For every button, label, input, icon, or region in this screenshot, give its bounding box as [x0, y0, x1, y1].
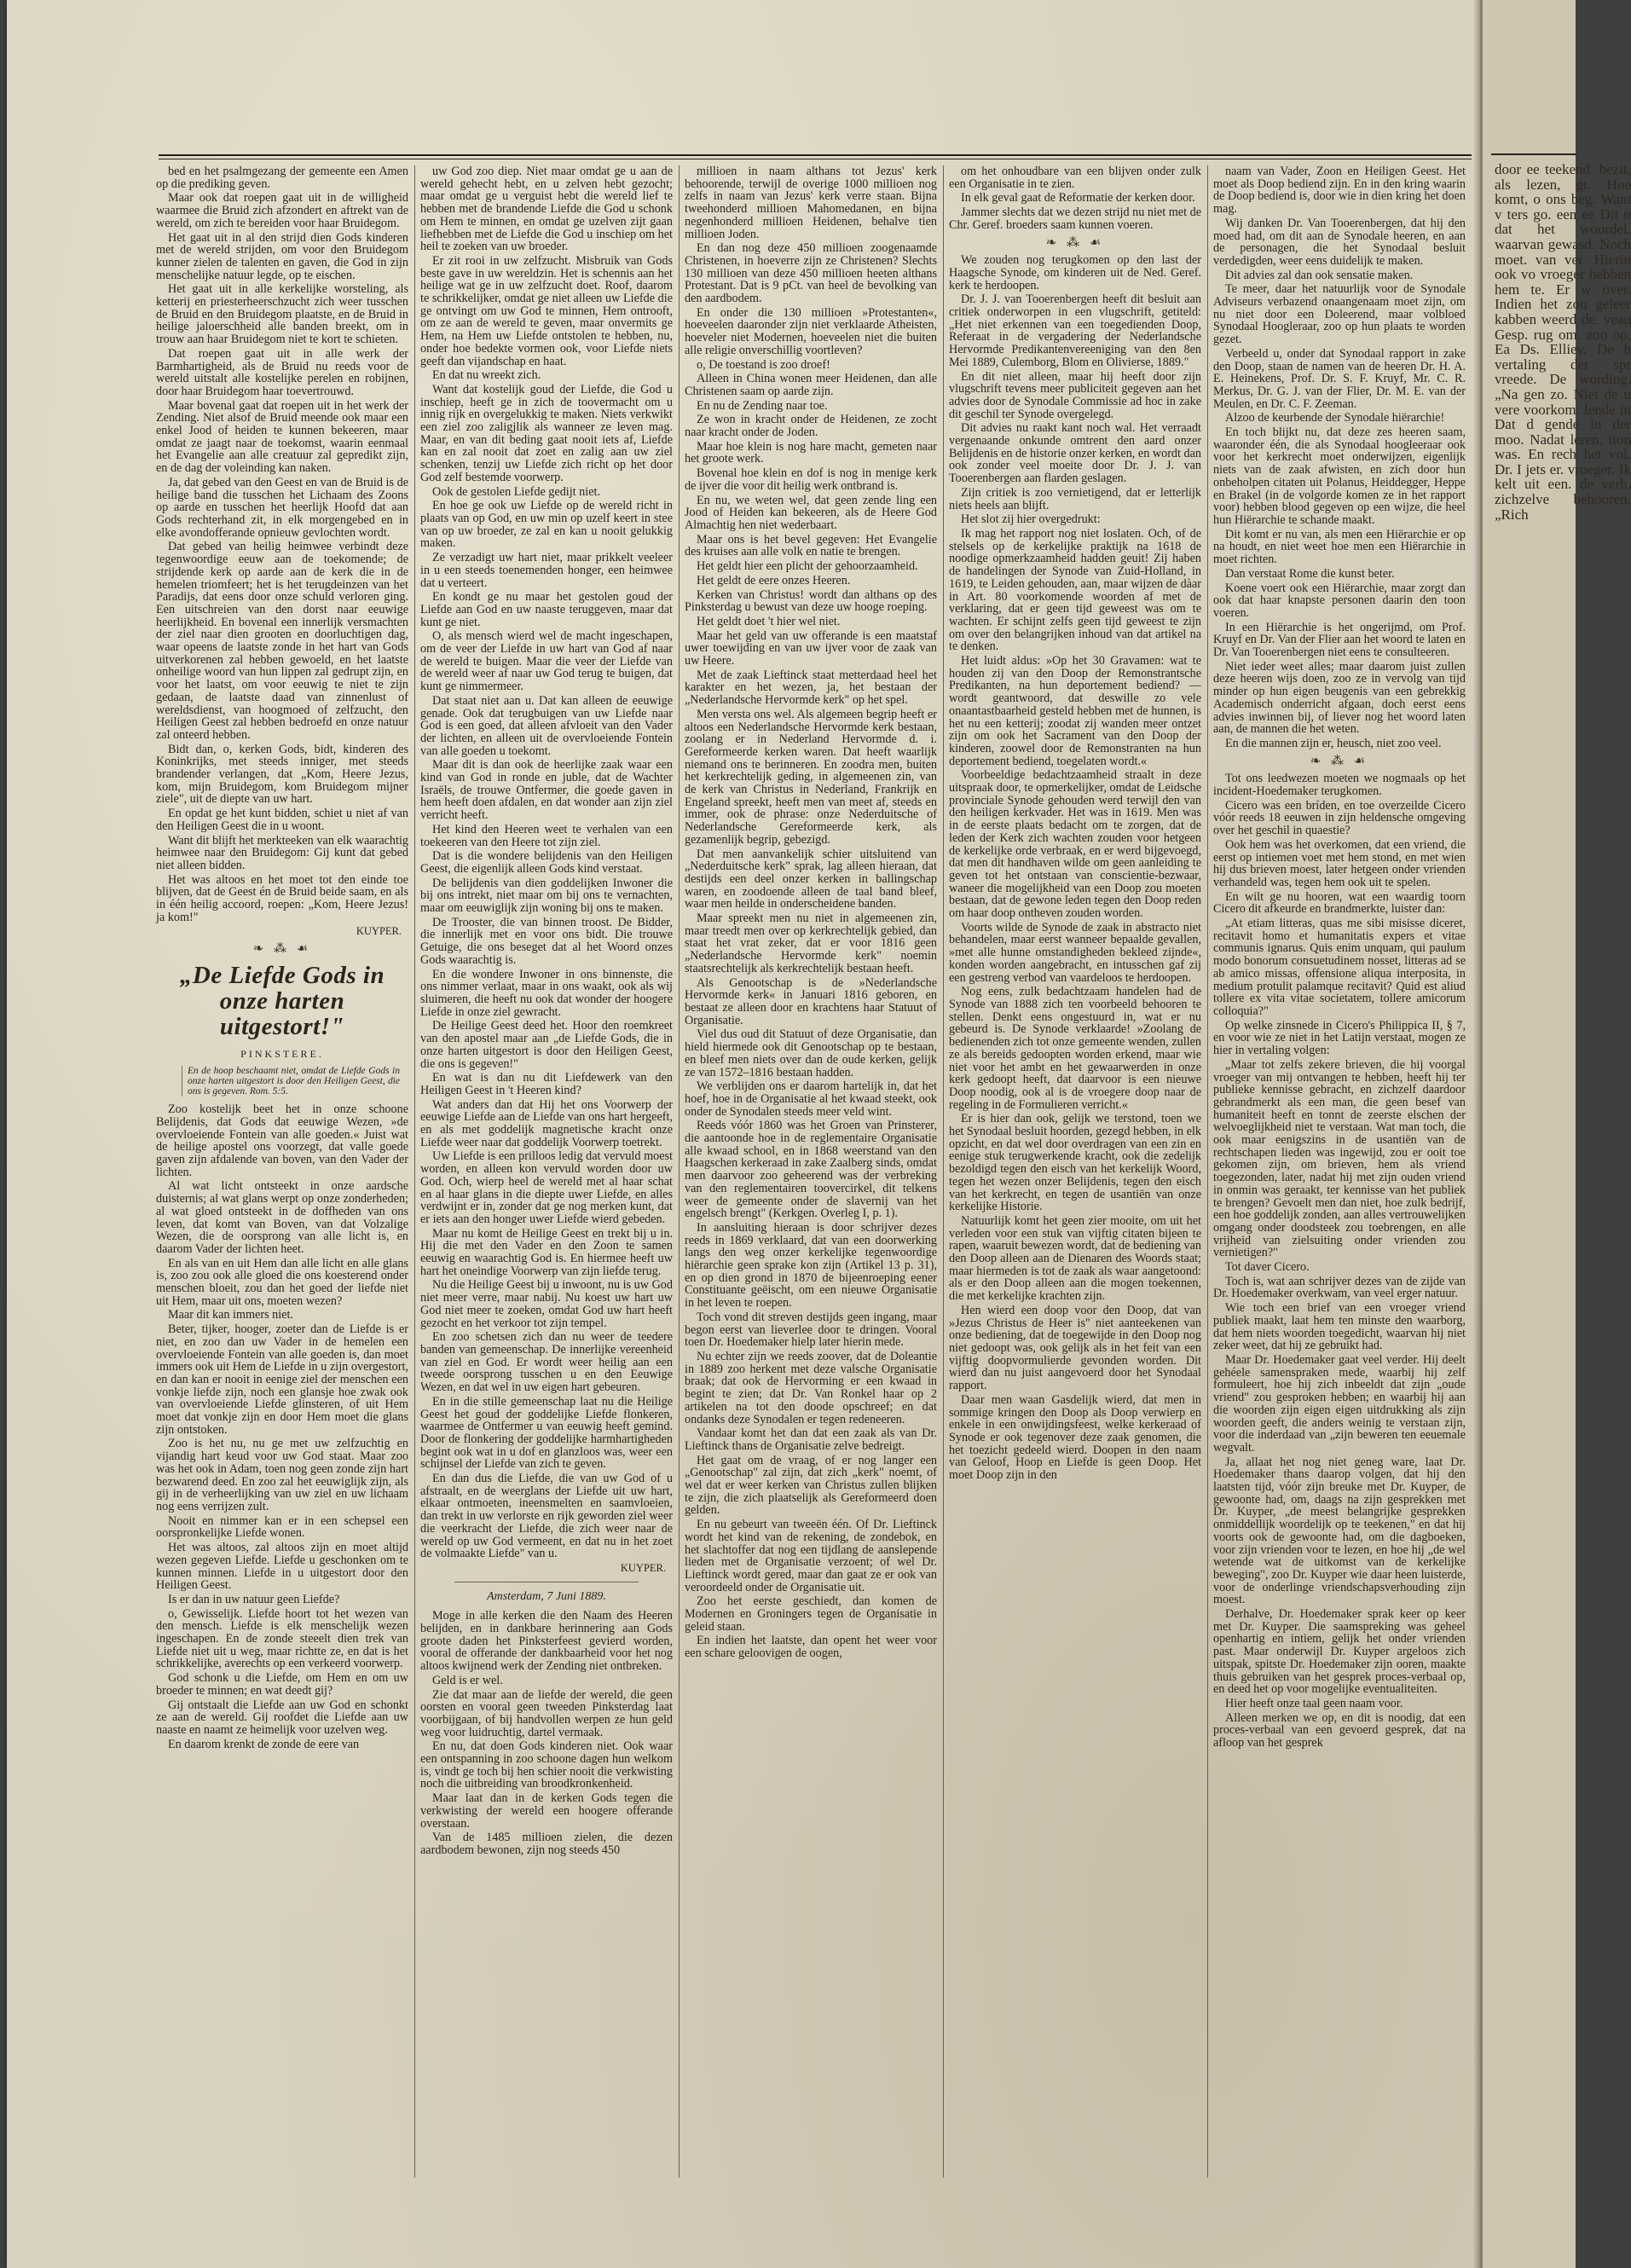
col5-text [1213, 165, 1466, 750]
paragraph: Maar bovenal gaat dat roepen uit in het werk der Zending. Niet alsof de Bruid meende ook maar een enkel Jood of heiden te kunnen bekeeren, maar omdat ze jaagt naar de toekomst, waarin eenmaal het Evangelie aan alle creatuur zal gepredikt zijn, en de dag der voleinding kan naken. [156, 398, 408, 476]
paragraph: Het gaat uit in alle kerkelijke worsteling, als ketterij en priesterheerschzucht zich weer tusschen de Bruid en den Bruidegom plaatste, en de Bruid in heilige jaloerschheid alle banden breekt, om in trouw aan haar Bruidegom niet te kort te schieten. [156, 282, 408, 347]
paragraph: Te meer, daar het natuurlijk voor de Synodale Adviseurs verbazend onaangenaam moet zijn, om nu niet door een Doleerend, maar volbloed Synodaal Hoogleraar, zoo op hun plaats te worden gezet. [1213, 282, 1466, 347]
paragraph: o, Gewisselijk. Liefde hoort tot het wezen van den mensch. Liefde is elk menschelijk wezen ingeschapen. En de zonde steeelt dien trek van Liefde niet uit u weg, maar richtte ze, en dat is het schrikkelijke, averechts op een verkeerd voorwerp. [156, 1606, 408, 1671]
column-3 [685, 165, 937, 2212]
paragraph: Zoo kostelijk beet het in onze schoone Belijdenis, dat Gods dat eeuwige Wezen, »de overvloeiende Fontein van alle goeden.« Juist wat de heilige apostel ons voorzegt, dat valle goede gaven zijn afdalende van boven, van den Vader der lichten. [156, 1102, 408, 1179]
col5b-text [1213, 772, 1466, 1749]
paragraph: Derhalve, Dr. Hoedemaker sprak keer op keer met Dr. Kuyper. Die saamspreking was geheel openhartig en intiem, gelijk het onder vrienden past. Maar onderwijl Dr. Kuyper argeloos zich uitspak, spitste Dr. Hoedemaker zijn ooren, maakte thuis gebruiken van het gesprek proces-verbaal op, en deed het op voor mogelijke eventualiteiten. [1213, 1607, 1466, 1697]
paragraph: Uw Liefde is een prilloos ledig dat vervuld moest worden, en alleen kon vervuld worden door uw God. Och, wierp heel de wereld met al haar schat en al haar glans in die diepte uwer Liefde, en alles verdwijnt er in, zonder dat ge nog merken kunt, dat er iets aan den honger uwer Liefde wierd gebeden. [420, 1149, 673, 1226]
paragraph: De belijdenis van dien goddelijken Inwoner die bij ons intrekt, niet maar om bij ons te vernachten, maar om eeuwiglijk zijn woning bij ons te maken. [420, 876, 673, 916]
paragraph: Zoo het eerste geschiedt, dan komen de Modernen en Groningers tegen de Organisatie in geleid staan. [685, 1594, 937, 1634]
paragraph: Maar het geld van uw offerande is een maatstaf uwer toewijding en van uw ijver voor de zaak van uw Heere. [685, 628, 937, 668]
paragraph: Als Genootschap is de »Nederlandsche Hervormde kerk« in Januari 1816 geboren, en bestaat ze alleen door en krachtens haar Statuut of Organisatie. [685, 975, 937, 1027]
column-4 [949, 165, 1201, 2212]
paragraph: Ik mag het rapport nog niet loslaten. Och, of de stelsels op de kerkelijke praktijk na 1618 de noodige opmerkzaamheid hadden geuit! Zij haben de handelingen der Synode van Zuid-Holland, in 1619, te Leiden gehouden, aan, maar wijzen de dàar in Art. 80 voorkomende woorden af met de verklaring, dat er geen tijd geweest was om te wachten. Er schijnt zelfs geen tijd geweest te zijn om over den belangrijken inhoud van dat artikel na te denken. [949, 526, 1201, 654]
paragraph: Zijn critiek is zoo vernietigend, dat er letterlijk niets heels aan blijft. [949, 485, 1201, 512]
column-rule [1207, 165, 1208, 2178]
paragraph: Dr. J. J. van Tooerenbergen heeft dit besluit aan critiek onderworpen in een vlugschrift, getiteld: „Het niet erkennen van een toegedienden Doop, Referaat in de vergadering der Nederlandsche Hervormde Predikantenvereeniging van den 8en Mei 1889, Culemborg, Blom en Olivierse, 1889." [949, 292, 1201, 369]
paragraph: Gij ontstaalt die Liefde aan uw God en schonkt ze aan de wereld. Gij roofdet die Liefde aan uw naaste en naamt ze heimelijk voor uzelven weg. [156, 1698, 408, 1737]
paragraph: Ja, dat gebed van den Geest en van de Bruid is de heilige band die tusschen het Lichaam des Zoons op aarde en tusschen het heerlijk Hoofd dat aan Gods rechterhand zit, in elk morgengebed en in elke avondofferande opnieuw gevlochten wordt. [156, 475, 408, 540]
paragraph: Het was altoos en het moet tot den einde toe blijven, dat de Geest én de Bruid beide saam, en als in één heilig accoord, roepen: „Kom, Heere Jezus! ja kom!" [156, 872, 408, 924]
paragraph: O, als mensch wierd wel de macht ingeschapen, om de veer der Liefde in uw hart van God af naar de wereld te buigen. Maar die veer der Liefde van de wereld weer af naar uw God terug te buigen, dat kunt ge nimmermeer. [420, 629, 673, 694]
newspaper-page [7, 0, 1489, 2268]
article-heading: „De Liefde Gods in onze harten uitgestort!" [179, 961, 385, 1040]
paragraph: En dan nog deze 450 millioen zoogenaamde Christenen, in hoeverre zijn ze Christenen? Slechts 130 millioen van deze 450 millioen heeten althans Protestant. Dat is 9 pCt. van heel de bevolking van den aardbodem. [685, 241, 937, 306]
paragraph: Jammer slechts dat we dezen strijd nu niet met de Chr. Geref. broeders saam kunnen voeren. [949, 205, 1201, 232]
paragraph: Maar Dr. Hoedemaker gaat veel verder. Hij deelt gehéele samenspraken mede, waarbij hij zelf formuleert, hoe hij zich inbeeldt dat zijn „oude vriend" zou gesproken hebben; en waarbij hij aan die woorden zijn eigen eigen uitdrukking als zijn woorden geeft, die anders weinig te verstaan zijn, voor die inderdaad van „zijn beweren ten eeuemale wegvalt. [1213, 1352, 1466, 1455]
paragraph: In een Hiërarchie is het ongerijmd, om Prof. Kruyf en Dr. Van der Flier aan het woord te laten en Dr. Van Tooerenbergen niet eens te consulteeren. [1213, 620, 1466, 660]
paragraph: Cicero was een bríden, en toe overzeilde Cicero vóór reeds 18 eeuwen in zijn heldensche omgeving over het geschil in quaestie? [1213, 798, 1466, 838]
dateline: Amsterdam, 7 Juni 1889. [487, 1589, 606, 1603]
paragraph: Bovenal hoe klein en dof is nog in menige kerk de ijver die voor dit heilig werk ontbrand is. [685, 466, 937, 493]
paragraph: Het geldt hier een plicht der gehoorzaamheid. [697, 559, 918, 574]
paragraph: En toch blijkt nu, dat deze zes heeren saam, waaronder één, die als Synodaal hoogleeraar ook voor het kerkrecht moet onderwijzen, eigenlijk niets van de zaak afwisten, en zich door hun onbeholpen citaten uit Polanus, Heiddegger, Heppe en Brakel (in de volgorde komen ze in het rapport voor) hebben blood gegeven op een wijze, die heel hun Hiërarchie te schande maakt. [1213, 425, 1466, 527]
paragraph: Voorbeeldige bedachtzaamheid straalt in deze uitspraak door, te opmerkelijker, omdat de Leidsche provinciale Synode gehouden werd terwijl den van den heiligen kerkvader. Het was in 1619. Men was in de eerste plaats bedacht om te zorgen, dat de leden der Kerk zich wachten zouden voor hetgeen de kerkelijke orde verbraak, en er werd bijgevoegd, dat men dit handhaven wilde om geen aanleiding te geven tot het ontstaan van conscientie-bezwaar, waneer die mogelijkheid van een Doop zou moeten bestaan, dat de gewone leden tegen den Doop reden om haar doop ontheven zouden worden. [949, 768, 1201, 921]
paragraph: Natuurlijk komt het geen zier mooite, om uit het verleden voor een stuk van vijftig citaten bijeen te rapen, waaruit bewezen wordt, dat de bediening van den Doop alleen aan de Dienaren des Woords staat; maar hiermeden is tot de zaak als waar aangetoond: als er den Doop alleen aan die mogen toekennen, die met kerkelijke krachten zijn. [949, 1213, 1201, 1304]
paragraph: Nu echter zijn we reeds zoover, dat de Doleantie in 1889 zoo herkent met deze valsche Organisatie braak; dat ook de Hervorming er een kwaad in begint te zien; dat Dr. Van Ronkel haar op 2 artikelen na tot den doode opschreef; en dat ondanks deze Synodalen er tegen redeneeren. [685, 1349, 937, 1426]
paragraph: We zouden nog terugkomen op den last der Haagsche Synode, om kinderen uit de Ned. Geref. kerk te herdoopen. [949, 253, 1201, 292]
column-1 [156, 165, 408, 2212]
paragraph: Men versta ons wel. Als algemeen begrip heeft er altoos een Nederlandsche Hervormde kerk bestaan, zoolang er in Nederland Hervormde d. i. Gereformeerde kerken waren. Dat heeft waarlijk niemand ons te berinneren. En zoodra men, buiten het kerkrechtelijk geding, in algemeenen zin, van de kerk van Christus in Nederland, Frankrijk en Engeland spreekt, heeft men van meet af, steeds en immer, ook de phrase: onze Nederduitsche of Nederlandsche Gereformeerde kerk, als gezamenlijk begrip, gebezigd. [685, 707, 937, 847]
paragraph: Wie toch een brief van een vroeger vriend publiek maakt, laat hem ten minste den waarborg, dat hem niets woorden toegedicht, waarvan hij niet zeker weet, dat hij ze gebruikt had. [1213, 1301, 1466, 1353]
paragraph: Geld is er wel. [432, 1673, 503, 1687]
paragraph: Maar hoe klein is nog hare macht, gemeten naar het groote werk. [685, 439, 937, 466]
paragraph: En hoe ge ook uw Liefde op de wereld richt in plaats van op God, en uw min op uzelf keert in stee van op uw broeder, ze zal en kan u nooit gelukkig maken. [420, 499, 673, 551]
paragraph: Maar dit is dan ook de heerlijke zaak waar een kind van God in ronde en juble, dat de Wachter Israëls, de trouwe Ontfermer, die goede gaven in hem heeft doen afdalen, en dat wonder aan zijn ziel verricht heeft. [420, 758, 673, 823]
paragraph: God schonk u die Liefde, om Hem en om uw broeder te minnen; en wat deedt gij? [156, 1671, 408, 1698]
signature-kuyper-2: KUYPER. [620, 1561, 666, 1574]
paragraph: In aansluiting hieraan is door schrijver dezes reeds in 1869 verklaard, dat van een doorwerking langs den weg onzer kerkelijke tegenwoordige hiërarchie geen sprake kon zijn (Artikel 13 p. 31), en op dien grond in 1870 de bijeenroeping eener Constituante geëischt, om een nieuwe Organisatie in het leven te roepen. [685, 1220, 937, 1310]
ornament-divider: ❧ ⁂ ☙ [1310, 754, 1369, 768]
paragraph: En dit niet alleen, maar hij heeft door zijn vlugschrift tevens meer publiciteit gegeven aan het advies door de Synodale Commissie ad hoc in zake dit geschil ter Synode overgelegd. [949, 369, 1201, 421]
paragraph: Reeds vóór 1860 was het Groen van Prinsterer, die aantoonde hoe in de reglementaire Organisatie alle kwaad school, en in 1868 weerstand van den Haagschen kerkeraad in zake Zaalberg sinds, omdat men daarvoor zoo geheerend was der verbreking van den reglementairen toovercirkel, dit telkens weer de gemeente onder de slavernij van het engelsch brengt" (Kerkgen. Overleg I, p. 1). [685, 1119, 937, 1221]
column-rule [414, 165, 415, 2178]
paragraph: millioen in naam althans tot Jezus' kerk behoorende, terwijl de overige 1000 millioen nog zelfs in naam van Jezus' kerk verre staan. Bijna tweehonderd millioen Mahomedanen, en bijna negenhonderd millioen Heidenen, behalve tien millioen Joden. [685, 165, 937, 241]
paragraph: Het gaat uit in al den strijd dien Gods kinderen met de wereld strijden, om voor den Bruidegom kunner zielen de talenten en gaven, die God in zijn menschelijke natuur legde, op te eischen. [156, 230, 408, 282]
paragraph: De Heilige Geest deed het. Hoor den roemkreet van den apostel maar aan „de Liefde Gods, die in onze harten uitgestort is door den Heiligen Geest, die ons is gegeven!" [420, 1019, 673, 1071]
paragraph: En nu gebeurt van tweeën één. Of Dr. Lieftinck wordt het kind van de rekening, de zondebok, en het slachtoffer dat nog een tijdlang de aanslepende lieden met de Organisatie verzoent; of wel Dr. Lieftinck wordt gered, maar dan gaat ze er ook van veroordeeld onder de Organisatie uit. [685, 1518, 937, 1594]
paragraph: Zoo is het nu, nu ge met uw zelfzuchtig en vijandig hart keud voor uw God staat. Maar zoo was het ook in Adam, toen nog geen zonde zijn hart bezwarend deed. En zoo zal het eeuwiglijk zijn, als gij in de verheerlijking van uw ziel en uw lichaam nog eens verrijzen zult. [156, 1437, 408, 1513]
paragraph: En nu de Zending naar toe. [697, 398, 828, 413]
adjacent-page-edge [1480, 0, 1631, 2268]
paragraph: En dat nu wreekt zich. [432, 368, 541, 383]
paragraph: Het was altoos, zal altoos zijn en moet altijd wezen gegeven Liefde. Liefde u geschonken om te kunnen minnen. Liefde in u uitgestort door den Heiligen Geest. [156, 1541, 408, 1593]
paragraph: Maar nu komt de Heilige Geest en trekt bij u in. Hij die met den Vader en den Zoon te samen eeuwig en waarachtig God is. En hiermee heeft uw hart het oneindige Voorwerp van zijn liefde terug. [420, 1226, 673, 1278]
paragraph: En opdat ge het kunt bidden, schiet u niet af van den Heiligen Geest die in u woont. [156, 807, 408, 833]
paragraph: Al wat licht ontsteekt in onze aardsche duisternis; al wat glans werpt op onze zonderheden; al wat gloed ontsteekt in de doffheden van ons leven, dat komt van Boven, van dat Volzalige Wezen, die de oorsprong van alle licht is, en daarom Vader der lichten heet. [156, 1179, 408, 1256]
paragraph: Dit advies zal dan ook sensatie maken. [1225, 268, 1414, 282]
adjacent-header-rule [1491, 153, 1576, 155]
paragraph: Niet ieder weet alles; maar daarom juist zullen deze heeren wijs doen, zoo ze in vervolg van tijd minder op hun eigen beugenis van een gebrekkig Academisch onderricht afgaan, doch eerst eens advies inwinnen bij, of liever nog het woord laten aan, de mannen die het weten. [1213, 659, 1466, 737]
col2b-text [420, 1610, 673, 1856]
paragraph: En onder die 130 millioen »Protestanten«, hoeveelen daaronder zijn niet verklaarde Atheisten, hoeveler niet Modernen, hoeveelen niet die buiten alle religie onverschillig voortleven? [685, 305, 937, 357]
paragraph: Dat gebed van heilig heimwee verbindt deze tegenwoordige eeuw aan de toekomende; de strijdende kerk op aarde aan de kerk die in de hemelen triomfeert; het is het terugdeinzen van het Paradijs, dat eens door onze schuld verloren ging. Een uitschreien van den dorst naar eeuwige heerlijkheid. En bovenal een innerlijk versmachten der ziel naar dien grooten en doorluchtigen dag, waar opeens de laatste zonde in het hart van Gods uitverkorenen zal hebben gewoeld, en het laatste onheilige woord van hun lippen zal gedrupt zijn, en voor het laatst, om voor eeuwig te niet te zijn gedaan, de laatste daad van zinnenlust of wereldsdienst, van hoogmoed of zelfzucht, den Heiligen Geest zal hebben bedroefd en onze natuur zal onteerd hebben. [156, 540, 408, 742]
paragraph: En wat is dan nu dit Liefdewerk van den Heiligen Geest in 't Heeren kind? [420, 1071, 673, 1097]
paragraph: Alzoo de keurbende der Synodale hiërarchie! [1225, 411, 1445, 425]
paragraph: En in die stille gemeenschap laat nu die Heilige Geest het goud der goddelijke Liefde flonkeren, waarmee de Ontfermer u van eeuwig heeft gemind. Door de flonkering der goddelijke harmhartigheden begint ook wat in u dof en glanzloos was, weer een schijnsel der Liefde van zich te geven. [420, 1394, 673, 1472]
paragraph: Ook de gestolen Liefde gedijt niet. [432, 484, 600, 499]
paragraph: Het luidt aldus: »Op het 30 Gravamen: wat te houden zij van den Doop der Remonstrantsche Predikanten, na hun deportement bediend? — wordt geantwoord, dat deswille zo vele onaantastbaarheid gesteld hebben met de hunnen, is het nu een ketterij; zoodat zij wanden meer ontzet zijn om ook het Sacrament van den Doop der kinderen, zoowel door de Remonstranten na hun deportement bediend, toegelaten wordt.« [949, 654, 1201, 768]
epigraph: En de hoop beschaamt niet, omdat de Liefde Gods in onze harten uitgestort is door den Heiligen Geest, die ons is gegeven. Rom. 5:5. [182, 1066, 400, 1097]
paragraph: Maar ons is het bevel gegeven: Het Evangelie des kruises aan alle volk en natie te brengen. [685, 532, 937, 559]
paragraph: Nog eens, zulk bedachtzaam handelen had de Synode van 1888 zich ten voorbeeld behooren te stellen. Denkt eens ongestuurd in, wat er nu gebeurd is. De Synode verklaarde! »Zoolang de bedienenden zich tot onze gemeente wenden, zullen ze als bereids gedoopten worden erkend, maar wie niet voor het ambt en het gewaarwerden in onze kerk gedoopt heeft, dat daarvoor is een nieuwe Doop noodig, ook al is de vroegere doop naar de regeling in de Formulieren verricht.« [949, 985, 1201, 1112]
paragraph: Voorts wilde de Synode de zaak in abstracto niet behandelen, maar eerst wanneer bepaalde gevallen, »met alle hunne omstandigheden bekleed zijnde«, konden worden aangebracht, en intusschen gaf zij een gestreng verbod van vaardeloos te herdoopen. [949, 920, 1201, 985]
paragraph: Wij danken Dr. Van Tooerenbergen, dat hij den moed had, om dit aan de Synodale heeren, en aan de personagen, die het Synodaal besluit verdedigden, weer eens duidelijk te maken. [1213, 216, 1466, 268]
paragraph: En kondt ge nu maar het gestolen goud der Liefde aan God en uw naaste teruggeven, maar dat kunt ge niet. [420, 590, 673, 629]
paragraph: En nu, dat doen Gods kinderen niet. Ook waar een ontspanning in zoo schoone dagen hun welkom is, vindt ge toch bij hen schier nooit die verkwisting noch die uitbreiding van broodkronkenheid. [420, 1739, 673, 1791]
paragraph: De Trooster, die van binnen troost. De Bidder, die innerlijk met en voor ons bidt. Die trouwe Getuige, die ons beseget dat al het Woord onzes Gods waarachtig is. [420, 915, 673, 967]
paragraph: Verbeeld u, onder dat Synodaal rapport in zake den Doop, staan de namen van de heeren Dr. H. A. E. Heinekens, Prof. Dr. S. F. Kruyf, Mr. C. R. Merkus, Dr. G. J. van der Flier, Dr. M. E. van der Meulen, en Dr. C. F. Zeeman. [1213, 346, 1466, 411]
column-rule [679, 165, 680, 2178]
ornament-divider: ❧ ⁂ ☙ [252, 942, 312, 957]
paragraph: Ze won in kracht onder de Heidenen, ze zocht naar kracht onder de Joden. [685, 413, 937, 440]
col1-text [156, 165, 408, 923]
paragraph: Ook hem was het overkomen, dat een vriend, die eerst op intiemen voet met hem stond, en met wien hij dus brieven moest, later hetgeen onder vrienden verhandeld was, tegen hem ook uit te spelen. [1213, 837, 1466, 889]
paragraph: Het gaat om de vraag, of er nog langer een „Genootschap" zal zijn, dat zich „kerk" noemt, of wel dat er weer kerken van Christus zullen blijken te zijn, die zich plaatselijk als Gereformeerd doen gelden. [685, 1453, 937, 1518]
paragraph: „At etiam litteras, quas me sibi misisse diceret, recitavit homo et humanitatis expers et vitae communis ignarus. Quis enim unquam, qui paulum modo bonorum consuetudinem nosset, litteras ad se ab amico missas, offensione aliqua interposita, in medium protulit palamque recitavit? Quid est aliud tollere ex vita vitae societatem, tollere amicorum colloquia?" [1213, 917, 1466, 1018]
paragraph: Dit komt er nu van, als men een Hiërarchie er op na houdt, en niet weet hoe men een Hiërarchie in moet richten. [1213, 527, 1466, 567]
paragraph: Tot ons leedwezen moeten we nogmaals op het incident-Hoedemaker terugkomen. [1213, 772, 1466, 799]
paragraph: Dat men aanvankelijk schier uitsluitend van „Nederduitsche kerk" sprak, lag alleen hieraan, dat destijds een deel onzer kerken in ballingschap waren, en zoodoende alleen de taal band bleef, waar men heilde in onderscheidene banden. [685, 847, 937, 911]
paragraph: Dat roepen gaat uit in alle werk der Barmhartigheid, als de Bruid nu reeds voor de wereld uitstalt alle kostelijke perelen en robijnen, door haar Bruidegom haar toevertrouwd. [156, 346, 408, 398]
paragraph: Er is hier dan ook, gelijk we terstond, toen we het Synodaal besluit hoorden, gezegd hebben, in elk opzicht, en dat wel door overdragen van een zin en eenige stuk terugwerkende kracht, ook die zedelijk bezoldigd tegen den eisch van het kerkelijk Woord, tegen het wezen onzer Belijdenis, tegen den eisch van het kerkrecht, en tegen de usantiën van onze kerkelijke Historie. [949, 1112, 1201, 1214]
paragraph: Beter, tijker, hooger, zoeter dan de Liefde is er niet, en zoo dan uw Vader in de hemelen een overvloeiende Fontein van alle goeden is, dan moet immers ook uit Hem de Liefde in u zijn overgestort, en dan kan er nooit in eenige ziel der menschen een vonkje liefde zijn, noch een glansje hoe zwak ook van overvloeiende Liefde glinsteren, of uit Hem moet dat vonkje zijn en door Hem moet die glans zijn ontstoken. [156, 1322, 408, 1437]
signature-kuyper: KUYPER. [356, 925, 402, 938]
paragraph: Hen wierd een doop voor den Doop, dat van »Jezus Christus de Heer is" niet aanteekenen van onze bediening, dat de toegewijde in den Doop nog niet gedoopt was, ook gelijk als in het feit van een vijftig doopvormulierde gevonden worden. Dit wierd dan nu juist aangevoerd door het Synodaal rapport. [949, 1303, 1201, 1393]
paragraph: naam van Vader, Zoon en Heiligen Geest. Het moet als Doop bediend zijn. En in den kring waarin de Doop bediend is, door wie in dien kring het doen mag. [1213, 165, 1466, 217]
paragraph: „Maar tot zelfs zekere brieven, die hij voorgal vroeger van mij ontvangen te hebben, heeft hij ter publieke kennisse gebracht, en zichzelf daardoor gebrandmerkt als een man, die geen besef van humaniteit heeft en tonnt de zeerste elschen der welvoeglijkheid niet te verstaan. Wat man toch, die ook maar eenigszins in de usantiën van de rechtschapen lieden was ingewijd, zou er ooit toe gekomen zijn, om brieven, hem als vriend toegezonden, later, nadat hij met zijn ouden vriend in onmin was geraakt, ter kennisse van het publiek te brengen? Gevoelt men dan niet, hoe zulk bedrijf, een hoe goddelijk zonden, aan alles vertrouwelijken omgang onder doodsteek zou toebrengen, en alle vrijheid van zielsuiting onder vrienden zou vernietigen?" [1213, 1057, 1466, 1260]
paragraph: Toch vond dit streven destijds geen ingang, maar begon eerst van lieverlee door te dringen. Vooral toen Dr. Hoedemaker hielp later hierin mede. [685, 1310, 937, 1350]
paragraph: Viel dus oud dit Statuut of deze Organisatie, dan hield hiermede ook dit Genootschap op te bestaan, en bleef men niets over dan de oude kerken, gelijk ze van 1572–1816 bestaan hadden. [685, 1027, 937, 1079]
paragraph: En die wondere Inwoner in ons binnenste, die ons nimmer verlaat, maar in ons waakt, ook als wij sluimeren, die heeft nu ook dat wonder der hoogere Liefde in onze ziel gewracht. [420, 967, 673, 1019]
col1b-text [156, 1103, 408, 1750]
paragraph: Daar men waan Gasdelijk wierd, dat men in sommige kringen den Doop als Doop verwierp en enkele in een onwijdingsfeest, welke kerkeraad of Synode er ook tegenover deze zaak genomen, die het toezicht gedeeld wierd. Doopen in den naam van Geloof, Hoop en Liefde is geen Doop. Het moet Doop zijn in den [949, 1392, 1201, 1483]
paragraph: Hier heeft onze taal geen naam voor. [1225, 1696, 1403, 1710]
paragraph: En als van en uit Hem dan alle licht en alle glans is, zoo zou ook alle gloed die ons koesterend onder menschen bloeit, zou dan het goed der liefde niet uit Hem, maar uit ons, moeten wezen? [156, 1256, 408, 1308]
paragraph: Tot daver Cicero. [1225, 1260, 1310, 1275]
paragraph: om het onhoudbare van een blijven onder zulk een Organisatie in te zien. [949, 165, 1201, 191]
paragraph: Het slot zij hier overgedrukt: [961, 512, 1101, 527]
paragraph: Zie dat maar aan de liefde der wereld, die geen oorsten en vooral geen tweeden Pinksterdag laat voorbijgaan, of bij handvollen werpen ze hun geld weg voor luidruchtig, dartel vermaak. [420, 1687, 673, 1739]
paragraph: Alleen in China wonen meer Heidenen, dan alle Christenen saam op aarde zijn. [685, 372, 937, 398]
paragraph: Is er dan in uw natuur geen Liefde? [168, 1592, 340, 1606]
paragraph: Dan verstaat Rome die kunst beter. [1225, 566, 1395, 581]
paragraph: Er zit rooi in uw zelfzucht. Misbruik van Gods beste gave in uw wereldzin. Het is schennis aan het heilige wat ge in uw zelfzucht doet. Roof, daarom te schrikkelijker, omdat ge niet alleen uw Liefde die ge ontvingt om uw God te minnen, Hem ontrooft, om ze aan de wereld te geven, maar onvermits ge Hem, na Hem uw Liefde ontstolen te hebben, nu, onder hoe bedekte vormen ook, voor Liefde niets geeft dan vijandschap en haat. [420, 253, 673, 368]
paragraph: Op welke zinsnede in Cicero's Philippica II, § 7, en voor wie ze niet in het Latijn verstaat, mogen ze hier in vertaling volgen: [1213, 1018, 1466, 1058]
paragraph: Dit advies nu raakt kant noch wal. Het verraadt vergenaande onkunde omtrent den aard onzer Belijdenis en de historie onzer kerken, en wordt dan ook zonder veel moeite door Dr. J. J. van Tooerenbergen aan flarden geslagen. [949, 421, 1201, 486]
column-2 [420, 165, 673, 2212]
ornament-divider: ❧ ⁂ ☙ [1045, 235, 1105, 250]
sub-title: PINKSTERE. [240, 1047, 324, 1060]
paragraph: Moge in alle kerken die den Naam des Heeren belijden, en in dankbare herinnering aan Gods groote daden het Pinksterfeest gevierd worden, vooral de offerande der dankbaarheid voor het nog altoos kwijnend werk der Zending niet ontbreken. [420, 1609, 673, 1674]
paragraph: Alleen merken we op, en dit is noodig, dat een proces-verbaal van een gevoerd gesprek, dat na afloop van het gesprek [1213, 1710, 1466, 1750]
paragraph: bed en het psalmgezang der gemeente een Amen op die prediking geven. [156, 165, 408, 191]
paragraph: uw God zoo diep. Niet maar omdat ge u aan de wereld gehecht hebt, en u zelven hebt gezocht; maar omdat ge u verguist hebt die wereld lief te hebben met de brandende Liefde die God u schonk om Hem te minnen, en omdat ge uzelven zijt gaan liefhebben met de Liefde die God u inschiep om het heil te zoeken van uw broeder. [420, 165, 673, 254]
paragraph: En die mannen zijn er, heusch, niet zoo veel. [1225, 736, 1442, 750]
paragraph: Het geldt de eere onzes Heeren. [697, 573, 851, 587]
paragraph: o, De toestand is zoo droef! [697, 357, 830, 372]
paragraph: Het geldt doet 't hier wel niet. [697, 614, 841, 628]
adjacent-page-text: door ee teekend. bezit, als lezen, gt. Hoe komt, o ons beg. Want v ters go. een ee Dit n dat het woordel. waarvan gewasd. Noch moet. van ver. Hierin ook vo vroeger hebben hem te. Er w over. Indien het zou geleer kabben weerd de. veau Gesp. rug om. zoo op, Ea Ds. Elliev. De h vertaling der spr vreede. De wording. „Na gen zo. Niet de u vere voorkom. lende in Dat d gende in der moo. Nadat leren. tion was. En rech het vol. Dr. I jets er. vroeger. Ik kelt uit een. de verh. zichzelve behooren. „Rich [1495, 161, 1631, 523]
paragraph: Koene voert ook een Hiërarchie, maar zorgt dan ook dat haar knapste personen daarin den toon voeren. [1213, 581, 1466, 620]
col4-text [949, 165, 1201, 232]
paragraph: In elk geval gaat de Reformatie der kerken door. [961, 191, 1195, 205]
paragraph: En zoo schetsen zich dan nu weer de teedere banden van gemeenschap. De innerlijke vereenheid van ziel en God. Er wordt weer heilig aan een tweede oorsprong tusschen u en den Eeuwige Wezen, en dat wel in uw eigen hart gebeuren. [420, 1330, 673, 1395]
paragraph: Kerken van Christus! wordt dan althans op des Pinksterdag u bewust van deze uw hooge roeping. [685, 587, 937, 615]
paragraph: Vandaar komt het dan dat een zaak als van Dr. Lieftinck thans de Organisatie zelve bedreigt. [685, 1426, 937, 1453]
paragraph: En daarom krenkt de zonde de eere van [168, 1737, 360, 1751]
paragraph: En nu, we weten wel, dat geen zende ling een Jood of Heiden kan bekeeren, als de Heere God Almachtig hen niet wederbaart. [685, 493, 937, 532]
paragraph: Wat anders dan dat Hij het ons Voorwerp der eeuwige Liefde aan de Liefde van ons hart hergeeft, en als met goddelijk magnetische kracht onze Liefde weer naar dat goddelijk Voorwerp toetrekt. [420, 1097, 673, 1149]
paragraph: Ja, allaat het nog niet geneg ware, laat Dr. Hoedemaker thans daarop volgen, dat hij den laatsten tijd, vóór zijn breuke met Dr. Kuyper, de gewoonte had, om, daags na zijn gesprekken met Dr. Kuyper, „de meest belangrijke gesprekken onmiddellijk woordelijk op te teekenen," en dat hij voorts ook de gewoonte had, om die dagboeken, voor zijn vrienden voor te lezen, en hoe hij „de wel wetende wat de uitkomst van de kerkelijke beweging", zoo Dr. Kuyper wie daar heen luisterde, voor de onderlinge vriendschapsverhouding zijn moest. [1213, 1455, 1466, 1607]
header-rule [159, 154, 1472, 159]
col4b-text [949, 254, 1201, 1482]
paragraph: Het kind den Heeren weet te verhalen van een toekeeren van den Heere tot zijn ziel. [420, 822, 673, 849]
paragraph: Want dat kostelijk goud der Liefde, die God u inschiep, heeft ge in zich de toovermacht om u innig rijk en overgelukkig te maken. Niets verkwikt een ziel zoo zaligjlik als wanneer ze leven mag. Maar, en van dit beding gaat nooit iets af, Liefde kan en zal nooit dat zoet en zalig aan uw ziel schenken, tenzij uw Liefde zich richt op het door God zelf bestemde voorwerp. [420, 382, 673, 484]
paragraph: Maar laat dan in de kerken Gods tegen die verkwisting der wereld een hoogere offerande overstaan. [420, 1791, 673, 1831]
paragraph: Want dit blijft het merkteeken van elk waarachtig heimwee naar den Bruidegom: Gij kunt dat gebed niet alleen bidden. [156, 833, 408, 872]
paragraph: Maar dit kan immers niet. [168, 1308, 293, 1322]
paragraph: Ze verzadigt uw hart niet, maar prikkelt veeleer in u een steeds toenemenden honger, een heimwee dat u verteert. [420, 551, 673, 590]
col3-text [685, 165, 937, 1660]
paragraph: Maar ook dat roepen gaat uit in de willigheid waarmee die Bruid zich afzondert en aftrekt van de wereld, om zich te bereiden voor haar Bruidegom. [156, 191, 408, 230]
paragraph: Toch is, wat aan schrijver dezes van de zijde van Dr. Hoedemaker overkwam, van veel erger natuur. [1213, 1274, 1466, 1301]
paragraph: En indien het laatste, dan opent het weer voor een schare geloovigen de oogen, [685, 1634, 937, 1661]
paragraph: Nooit en nimmer kan er in een schepsel een oorspronkelijke Liefde wonen. [156, 1513, 408, 1541]
paragraph: Dat is die wondere belijdenis van den Heiligen Geest, die eigenlijk alleen Gods kind verstaat. [420, 849, 673, 876]
paragraph: Maar spreekt men nu niet in algemeenen zin, maar treedt men over op kerkrechtelijk gebied, dan staat het vrat zeker, dat er voor 1816 geen „Nederlandsche Hervormde kerk" noemin staatsrechtelijk als kerkrechtelijk bestaan heeft. [685, 911, 937, 975]
paragraph: We verblijden ons er daarom hartelijk in, dat het hoef, hoe in de Organisatie al het kwaad steekt, ook onder de Synodalen steeds meer veld wint. [685, 1079, 937, 1119]
column-5 [1213, 165, 1466, 2212]
paragraph: Met de zaak Lieftinck staat metterdaad heel het karakter en het wezen, ja, het bestaan der „Nederlandsche Hervormde kerk" op het spel. [685, 668, 937, 708]
paragraph: Dat staat niet aan u. Dat kan alleen de eeuwige genade. Ook dat terugbuigen van uw Liefde naar God is een goed, dat alleen afvloeit van den Vader der lichten, en alleen uit de overvloeiende Fontein van alle goeden u toekomt. [420, 693, 673, 758]
column-rule [943, 165, 944, 2178]
paragraph: Van de 1485 millioen zielen, die dezen aardbodem bewonen, zijn nog steeds 450 [420, 1831, 673, 1857]
paragraph: En dan dus die Liefde, die van uw God of u afstraalt, en de weerglans der Liefde uit uw hart, elkaar ontmoeten, ineensmelten en saamvloeien, dan trekt in uw verlorste en rijk geworden ziel weer die veerkracht der Liefde, die zich weer naar de wereld op uw God vermeent, en dat nu in het zoet de volmaakte Liefde" van u. [420, 1472, 673, 1561]
paragraph: Bidt dan, o, kerken Gods, bidt, kinderen des Koninkrijks, met steeds inniger, met steeds brandender verlangen, dat „Kom, Heere Jezus, kom, mijn Bruidegom, kom Bruidegom mijner ziele", uit de diepte van uw hart. [156, 742, 408, 807]
paragraph: Nu die Heilige Geest bij u inwoont, nu is uw God niet meer verre, maar nabij. Nu koest uw hart uw God niet meer te zoeken, omdat God uw hart heeft gezocht en het verkoor tot zijn tempel. [420, 1278, 673, 1330]
paragraph: En wilt ge nu hooren, wat een waardig toorn Cicero dit afkeurde en brandmerkte, luister dan: [1213, 889, 1466, 917]
col2-text [420, 165, 673, 1560]
